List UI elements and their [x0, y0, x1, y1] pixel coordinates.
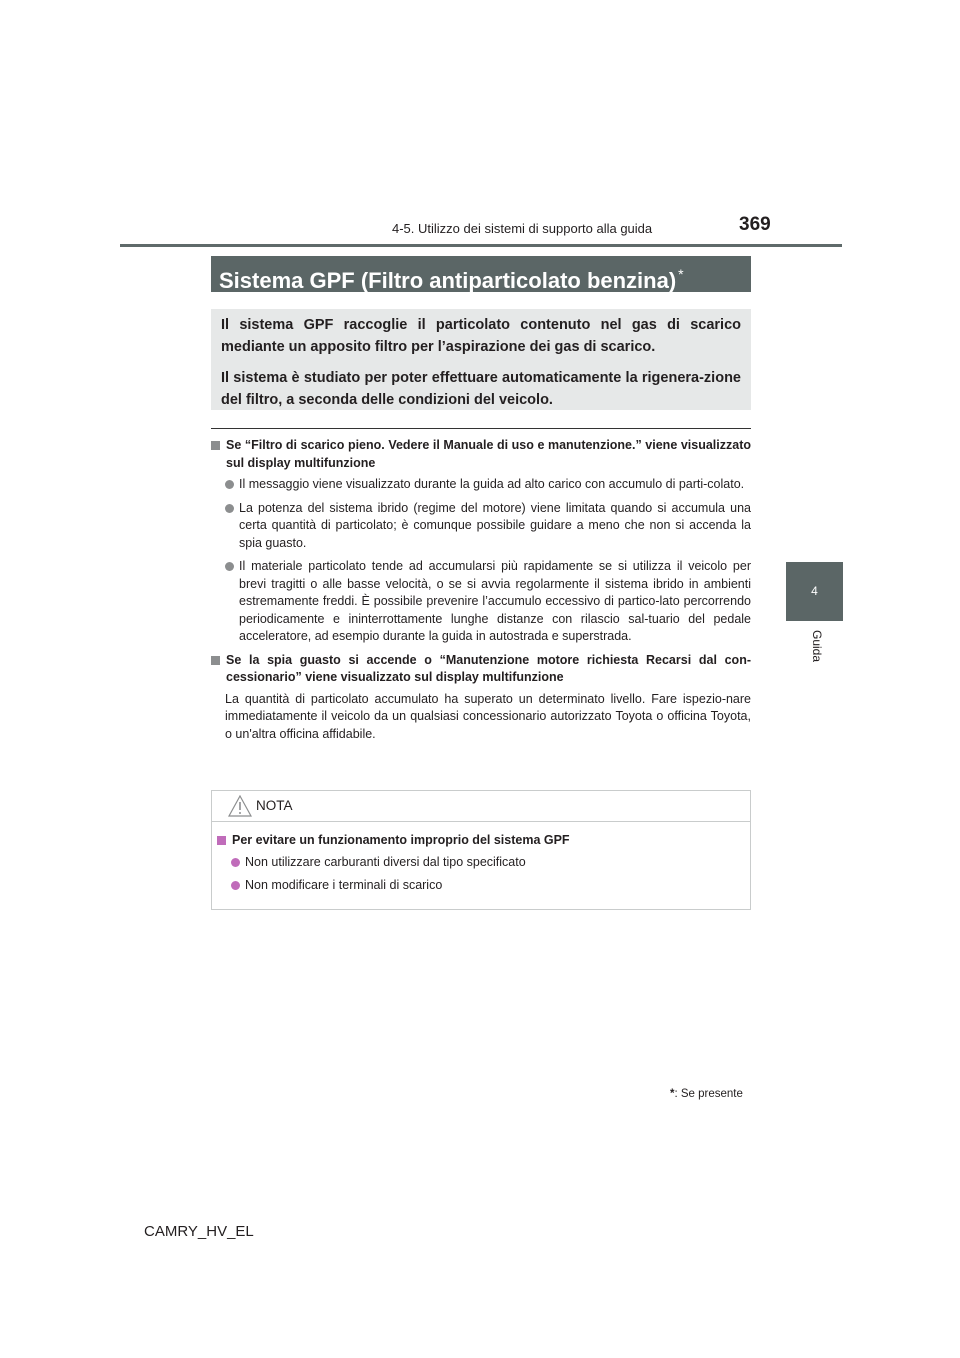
- list-item: [225, 558, 751, 646]
- subsection-heading: [211, 437, 751, 472]
- subsection-heading-text: Se “Filtro di scarico pieno. Vedere il Manuale di uso e manutenzione.” viene visualizzato sul display multifunzione: [226, 438, 751, 470]
- square-bullet-icon: [211, 656, 220, 665]
- list-item: [231, 854, 750, 872]
- nota-box: [211, 790, 751, 910]
- footnote: [670, 1088, 743, 1100]
- circle-bullet-icon: [231, 858, 240, 867]
- square-bullet-icon: [217, 836, 226, 845]
- page-number: 369: [739, 214, 771, 235]
- warning-triangle-icon: [228, 795, 252, 817]
- circle-bullet-icon: [225, 480, 234, 489]
- nota-body: [212, 822, 750, 895]
- nota-heading: [217, 832, 750, 850]
- list-item-text: Non utilizzare carburanti diversi dal tipo specificato: [245, 854, 526, 869]
- subsection-heading-text: Se la spia guasto si accende o “Manutenzione motore richiesta Recarsi dal con-cessionario” viene visualizzato sul display multifunzione: [226, 652, 751, 684]
- circle-bullet-icon: [225, 504, 234, 513]
- list-item: [225, 476, 751, 494]
- nota-heading-text: Per evitare un funzionamento improprio del sistema GPF: [232, 833, 570, 847]
- subsection-paragraph: La quantità di particolato accumulato ha superato un determinato livello. Fare ispezio-nare immediatamente il veicolo da un qualsiasi concessionario autorizzato Toyota o officina Toyota, o un'altra officina affidabile.: [225, 691, 751, 741]
- header-section-title: 4-5. Utilizzo dei sistemi di supporto alla guida: [392, 221, 653, 236]
- availability-asterisk: *: [678, 266, 684, 282]
- nota-title: NOTA: [256, 798, 293, 813]
- list-item: [225, 500, 751, 553]
- intro-paragraph: Il sistema GPF raccoglie il particolato contenuto nel gas di scarico mediante un apposito filtro per l’aspirazione dei gas di scarico.: [221, 317, 741, 355]
- list-item-text: Non modificare i terminali di scarico: [245, 878, 443, 892]
- circle-bullet-icon: [231, 881, 240, 890]
- footnote-text: : Se presente: [674, 1088, 743, 1100]
- header-rule: [120, 244, 842, 247]
- section-title-band: [211, 256, 751, 292]
- model-code: CAMRY_HV_EL: [144, 1223, 254, 1240]
- nota-header: [212, 791, 750, 822]
- list-item: [231, 877, 750, 895]
- chapter-tab-label: Guida: [810, 629, 824, 663]
- subsection-heading: [211, 652, 751, 687]
- list-item-text: La potenza del sistema ibrido (regime del motore) viene limitata quando si accumula una certa quantità di particolato; è comunque possibile guidare a meno che non si accenda la spia guasto.: [239, 500, 751, 550]
- list-item-text: Il materiale particolato tende ad accumularsi più rapidamente se si utilizza il veicolo per brevi tragitti o alle basse velocità, o se si avvia regolarmente il sistema ibrido in ambienti estremamente freddi. È possibile prevenire l’accumulo eccessivo di partico-lato percorrendo periodicamente e ininterrottamente lunghe distanze con rilascio sal-tuario del pedale acceleratore, ad esempio durante la guida in autostrada e superstrada.: [239, 559, 751, 643]
- content-body: [211, 437, 751, 743]
- footnote-asterisk: *: [670, 1088, 675, 1100]
- intro-box: [211, 309, 751, 410]
- list-item-text: Il messaggio viene visualizzato durante la guida ad alto carico con accumulo di parti-colato.: [239, 477, 745, 491]
- chapter-tab: 4: [786, 562, 843, 621]
- square-bullet-icon: [211, 441, 220, 450]
- section-title: Sistema GPF (Filtro antiparticolato benzina): [219, 268, 677, 293]
- circle-bullet-icon: [225, 562, 234, 571]
- intro-paragraph: Il sistema è studiato per poter effettuare automaticamente la rigenera-zione del filtro, a seconda delle condizioni del veicolo.: [221, 370, 741, 408]
- section-divider: [211, 428, 751, 429]
